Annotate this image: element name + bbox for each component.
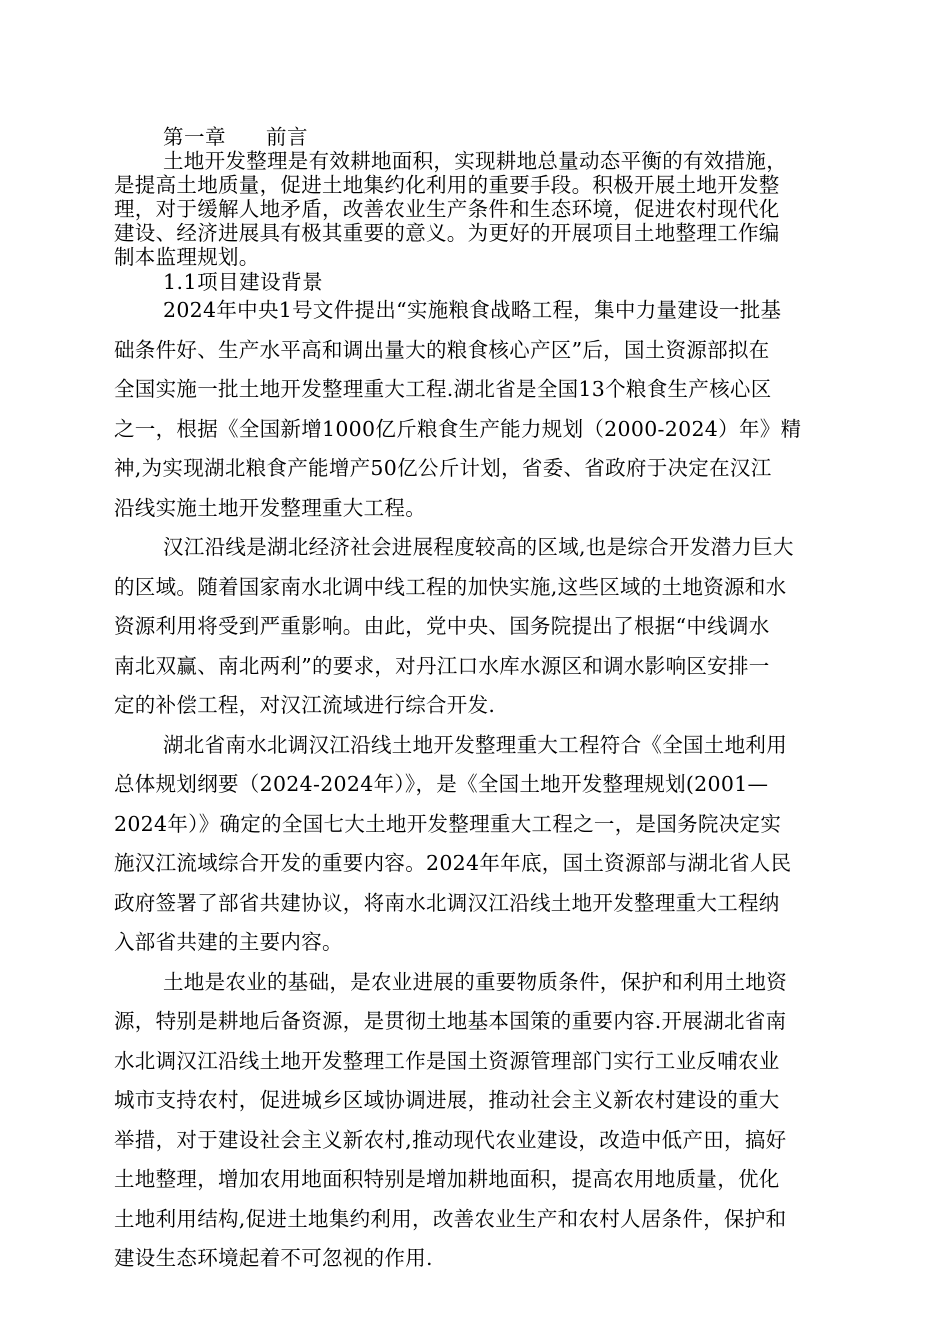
paragraph-line: 础条件好、生产水平高和调出量大的粮食核心产区”后，国土资源部拟在 <box>114 338 770 362</box>
paragraph-line: 施汉江流域综合开发的重要内容。2024年年底，国土资源部与湖北省人民 <box>114 851 792 875</box>
paragraph-line: 全国实施一批土地开发整理重大工程.湖北省是全国13个粮食生产核心区 <box>114 377 772 401</box>
paragraph-line: 源，特别是耕地后备资源，是贯彻土地基本国策的重要内容.开展湖北省南 <box>114 1009 787 1033</box>
paragraph-line: 入部省共建的主要内容。 <box>114 930 343 954</box>
paragraph-line: 水北调汉江沿线土地开发整理工作是国土资源管理部门实行工业反哺农业 <box>114 1049 780 1073</box>
paragraph-line: 建设生态环境起着不可忽视的作用. <box>114 1246 433 1270</box>
paragraph-line: 土地是农业的基础，是农业进展的重要物质条件，保护和利用土地资 <box>163 970 787 994</box>
chapter-number: 第一章 <box>163 125 226 149</box>
paragraph-line: 举措，对于建设社会主义新农村,推动现代农业建设，改造中低产田，搞好 <box>114 1128 787 1152</box>
intro-line: 理，对于缓解人地矛盾，改善农业生产条件和生态环境，促进农村现代化 <box>114 197 780 221</box>
paragraph-line: 汉江沿线是湖北经济社会进展程度较高的区域,也是综合开发潜力巨大 <box>163 535 794 559</box>
paragraph-line: 总体规划纲要（2024-2024年）》，是《全国土地开发整理规划(2001— <box>114 772 769 796</box>
paragraph-line: 2024年）》确定的全国七大土地开发整理重大工程之一，是国务院决定实 <box>114 812 782 836</box>
paragraph-line: 土地整理，增加农用地面积特别是增加耕地面积，提高农用地质量，优化 <box>114 1167 780 1191</box>
paragraph-line: 2024年中央1号文件提出“实施粮食战略工程，集中力量建设一批基 <box>163 298 782 322</box>
section-heading: 1.1项目建设背景 <box>163 270 324 294</box>
paragraph-line: 南北双赢、南北两利”的要求，对丹江口水库水源区和调水影响区安排一 <box>114 654 770 678</box>
paragraph-line: 湖北省南水北调汉江沿线土地开发整理重大工程符合《全国土地利用 <box>163 733 787 757</box>
intro-line: 建设、经济进展具有极其重要的意义。为更好的开展项目土地整理工作编 <box>114 221 780 245</box>
paragraph-line: 政府签署了部省共建协议，将南水北调汉江沿线土地开发整理重大工程纳 <box>114 891 780 915</box>
paragraph-line: 定的补偿工程，对汉江流域进行综合开发. <box>114 693 496 717</box>
intro-line: 制本监理规划。 <box>114 245 260 269</box>
chapter-title: 前言 <box>266 125 308 149</box>
paragraph-line: 沿线实施土地开发整理重大工程。 <box>114 496 426 520</box>
paragraph-line: 资源利用将受到严重影响。由此，党中央、国务院提出了根据“中线调水 <box>114 614 770 638</box>
intro-line: 土地开发整理是有效耕地面积，实现耕地总量动态平衡的有效措施， <box>163 149 787 173</box>
paragraph-line: 城市支持农村，促进城乡区域协调进展，推动社会主义新农村建设的重大 <box>114 1088 780 1112</box>
paragraph-line: 的区域。随着国家南水北调中线工程的加快实施,这些区域的土地资源和水 <box>114 575 787 599</box>
paragraph-line: 神,为实现湖北粮食产能增产50亿公斤计划，省委、省政府于决定在汉江 <box>114 456 772 480</box>
intro-line: 是提高土地质量，促进土地集约化利用的重要手段。积极开展土地开发整 <box>114 173 780 197</box>
paragraph-line: 土地利用结构,促进土地集约利用，改善农业生产和农村人居条件，保护和 <box>114 1207 787 1231</box>
paragraph-line: 之一，根据《全国新增1000亿斤粮食生产能力规划（2000-2024）年》精 <box>114 417 802 441</box>
chapter-heading <box>163 125 308 149</box>
